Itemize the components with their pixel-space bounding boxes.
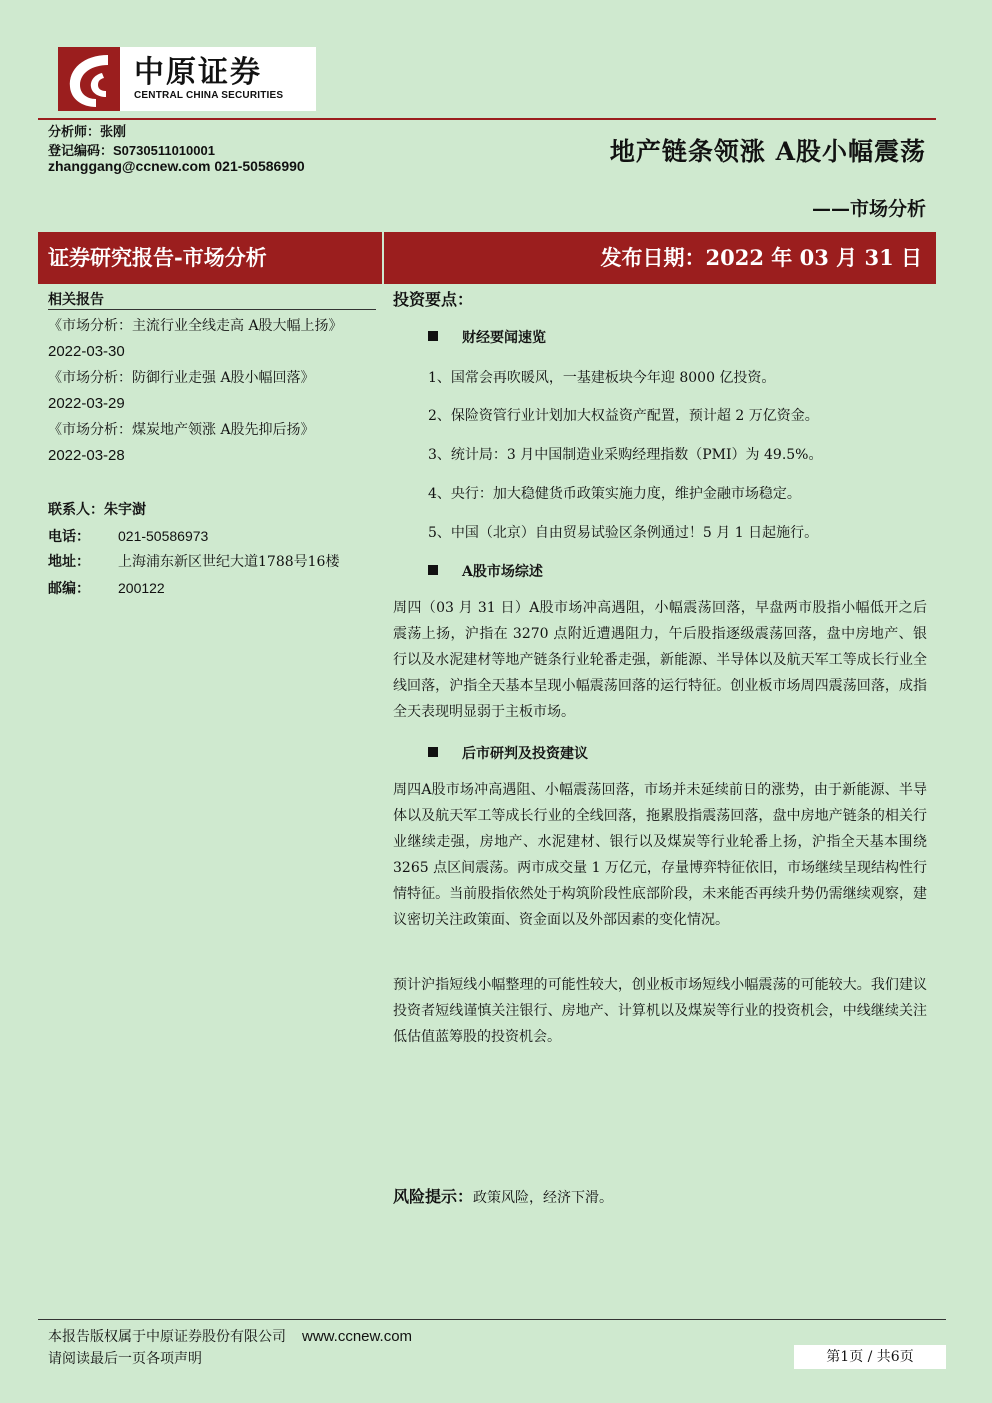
section-title: 后市研判及投资建议 bbox=[462, 746, 588, 762]
footer-url-link[interactable]: www.ccnew.com bbox=[302, 1328, 413, 1345]
related-report-title: 《市场分析：防御行业走强 A股小幅回落》 bbox=[48, 370, 315, 386]
contact-phone-label: 电话： bbox=[48, 529, 90, 545]
analyst-reg-label: 登记编码： bbox=[48, 144, 114, 159]
bullet-square-icon bbox=[428, 747, 438, 757]
report-banner bbox=[38, 232, 936, 284]
contact-zip-row bbox=[48, 575, 165, 602]
section-finance-news bbox=[428, 327, 546, 347]
bullet-square-icon bbox=[428, 565, 438, 575]
header-divider bbox=[38, 118, 936, 120]
risk-label: 风险提示： bbox=[393, 1187, 474, 1206]
related-report-date: 2022-03-30 bbox=[48, 343, 125, 360]
risk-notice bbox=[393, 1184, 613, 1207]
contact-person: 朱宇澍 bbox=[104, 502, 146, 518]
related-report-item[interactable] bbox=[48, 417, 378, 469]
related-report-date: 2022-03-29 bbox=[48, 395, 125, 412]
report-subtitle: ——市场分析 bbox=[811, 198, 926, 220]
footer-disclaimer: 请阅读最后一页各项声明 bbox=[48, 1351, 202, 1367]
analyst-reg-code: S0730511010001 bbox=[113, 143, 215, 158]
contact-person-row bbox=[48, 497, 146, 523]
logo-name-cn: 中原证券 bbox=[134, 55, 262, 90]
news-item: 1、国常会再吹暖风，一基建板块今年迎 8000 亿投资。 bbox=[428, 370, 776, 386]
related-report-title: 《市场分析：煤炭地产领涨 A股先抑后扬》 bbox=[48, 422, 315, 438]
contact-address-label: 地址： bbox=[48, 554, 90, 570]
related-report-item[interactable] bbox=[48, 365, 378, 417]
investment-highlights-heading: 投资要点： bbox=[393, 290, 474, 309]
outlook-paragraph-2: 预计沪指短线小幅整理的可能性较大，创业板市场短线小幅震荡的可能较大。我们建议投资者短线谨慎关注银行、房地产、计算机以及煤炭等行业的投资机会，中线继续关注低估值蓝筹股的投资机会。 bbox=[393, 977, 927, 1045]
bullet-square-icon bbox=[428, 331, 438, 341]
contact-zip: 200122 bbox=[118, 580, 165, 596]
banner-report-type: 证券研究报告-市场分析 bbox=[48, 245, 267, 270]
analyst-reg-row bbox=[48, 140, 215, 159]
footer-copyright: 本报告版权属于中原证券股份有限公司 bbox=[48, 1329, 286, 1345]
logo-mark-icon bbox=[58, 47, 120, 111]
contact-phone-row bbox=[48, 523, 208, 550]
related-report-item[interactable] bbox=[48, 313, 378, 365]
analyst-contact: zhanggang@ccnew.com 021-50586990 bbox=[48, 158, 305, 174]
related-reports-divider bbox=[48, 309, 376, 310]
report-title: 地产链条领涨 A股小幅震荡 bbox=[609, 137, 926, 166]
news-item: 5、中国（北京）自由贸易试验区条例通过！5 月 1 日起施行。 bbox=[428, 525, 819, 541]
company-logo bbox=[58, 47, 316, 111]
page-number: 第1页 / 共6页 bbox=[794, 1345, 946, 1369]
contact-person-label: 联系人： bbox=[48, 502, 104, 518]
logo-text bbox=[134, 56, 283, 102]
news-item: 2、保险资管行业计划加大权益资产配置，预计超 2 万亿资金。 bbox=[428, 408, 819, 424]
outlook-paragraph: 周四A股市场冲高遇阻、小幅震荡回落，市场并未延续前日的涨势，由于新能源、半导体以及航天军工等成长行业的全线回落，拖累股指震荡回落，盘中房地产链条的相关行业继续走强，房地产、水泥建材、银行以及煤炭等行业轮番上扬，沪指全天基本围绕 3265 点区间震荡。两市成交量 1 万亿元，存量博弈特征依旧，市场继续呈现结构性行情特征。当前股指依然处于构筑阶段性底部阶段，未来能否再续升势仍需继续观察，建议密切关注政策面、资金面以及外部因素的变化情况。 bbox=[393, 782, 927, 928]
section-title: 财经要闻速览 bbox=[462, 330, 546, 346]
risk-text: 政策风险，经济下滑。 bbox=[473, 1190, 614, 1206]
logo-name-en: CENTRAL CHINA SECURITIES bbox=[134, 90, 284, 101]
contact-address-row bbox=[48, 549, 339, 575]
news-item: 4、央行：加大稳健货币政策实施力度，维护金融市场稳定。 bbox=[428, 486, 801, 502]
section-outlook bbox=[428, 743, 588, 763]
contact-address: 上海浦东新区世纪大道1788号16楼 bbox=[118, 554, 340, 570]
footer-copyright-row bbox=[48, 1326, 412, 1346]
banner-separator bbox=[382, 232, 384, 284]
section-market-summary bbox=[428, 561, 543, 581]
related-report-title: 《市场分析：主流行业全线走高 A股大幅上扬》 bbox=[48, 318, 343, 334]
contact-zip-label: 邮编： bbox=[48, 581, 90, 597]
analyst-name-label: 分析师： bbox=[48, 125, 101, 140]
analyst-name: 张刚 bbox=[100, 124, 127, 139]
banner-publish-date: 发布日期：2022 年 03 月 31 日 bbox=[600, 245, 922, 270]
related-reports-heading: 相关报告 bbox=[48, 292, 104, 308]
footer-divider bbox=[38, 1319, 946, 1320]
market-summary-paragraph: 周四（03 月 31 日）A股市场冲高遇阻，小幅震荡回落，早盘两市股指小幅低开之后震荡上扬，沪指在 3270 点附近遭遇阻力，午后股指逐级震荡回落，盘中房地产、银行以及水泥建材等地产链条行业轮番走强，新能源、半导体以及航天军工等成长行业全线回落，沪指全天基本呈现小幅震荡回落的运行特征。创业板市场周四震荡回落，成指全天表现明显弱于主板市场。 bbox=[393, 600, 927, 720]
contact-phone: 021-50586973 bbox=[118, 528, 209, 544]
news-item: 3、统计局：3 月中国制造业采购经理指数（PMI）为 49.5%。 bbox=[428, 447, 823, 463]
related-report-date: 2022-03-28 bbox=[48, 447, 125, 464]
section-title: A股市场综述 bbox=[462, 564, 543, 580]
analyst-name-row bbox=[48, 121, 126, 140]
